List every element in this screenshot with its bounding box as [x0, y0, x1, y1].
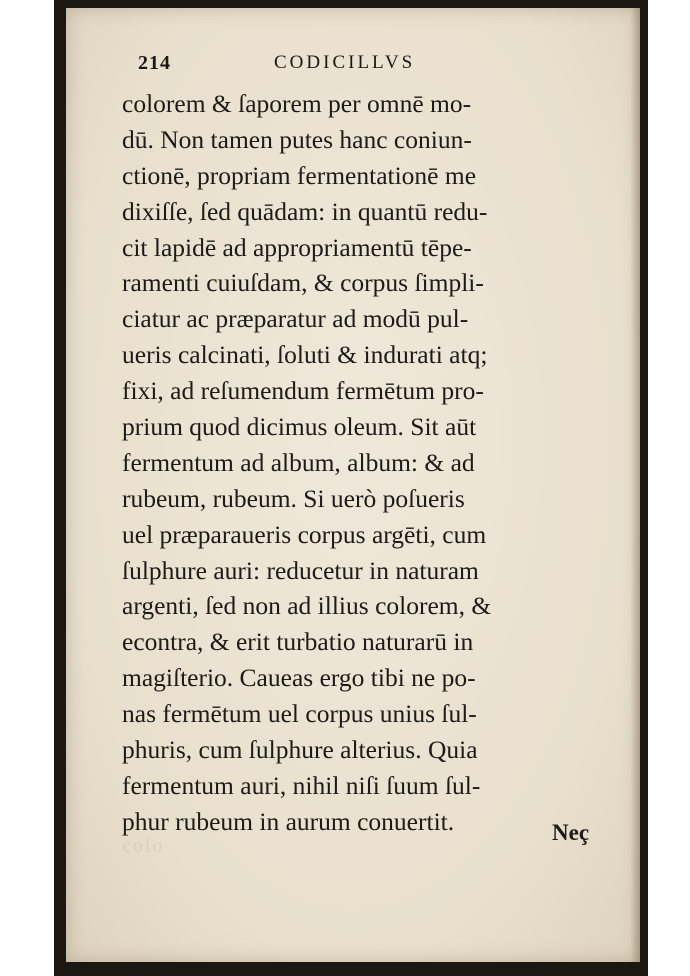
text-line: colorem & ſaporem per omnē mo-	[122, 89, 472, 118]
text-line: ctionē, propriam fermentationē me	[122, 160, 477, 190]
text-line: magiſterio. Caueas ergo tibi ne po-	[122, 663, 476, 693]
page-number: 214	[138, 52, 171, 74]
text-line: ciatur ac præparatur ad modū pul-	[122, 304, 469, 334]
body-text	[122, 86, 622, 840]
text-line: phuris, cum ſulphure alterius. Quia	[122, 735, 478, 765]
text-line: phur rubeum in aurum conuertit.	[122, 806, 455, 836]
text-line: cit lapidē ad appropriamentū tēpe-	[122, 232, 472, 262]
text-line: prium quod dicimus oleum. Sit aūt	[122, 412, 477, 442]
text-line: econtra, & erit turbatio naturarū in	[122, 627, 474, 657]
text-line: ramenti cuiuſdam, & corpus ſimpli-	[122, 268, 484, 298]
running-head	[138, 52, 548, 80]
text-line: fermentum auri, nihil niſi ſuum ſul-	[122, 770, 481, 800]
text-line: ueris calcinati, ſoluti & indurati atq;	[122, 340, 488, 370]
text-line: fermentum ad album, album: & ad	[122, 447, 475, 477]
text-line: ſulphure auri: reducetur in naturam	[122, 555, 479, 585]
running-title: CODICILLVS	[274, 52, 416, 73]
bleed-through-text: colo	[122, 835, 165, 857]
text-line: uel præparaueris corpus argēti, cum	[122, 519, 487, 549]
text-line: fixi, ad reſumendum fermētum pro-	[122, 376, 484, 406]
text-line: dū. Non tamen putes hanc coniun-	[122, 124, 472, 154]
text-line: argenti, ſed non ad illius colorem, &	[122, 591, 492, 621]
text-line: dixiſſe, ſed quādam: in quantū redu-	[122, 196, 488, 226]
text-line: nas fermētum uel corpus unius ſul-	[122, 699, 477, 729]
text-line: rubeum, rubeum. Si uerò poſueris	[122, 483, 465, 513]
page-edge-shadow	[630, 8, 640, 962]
catchword: Neç	[552, 820, 590, 845]
